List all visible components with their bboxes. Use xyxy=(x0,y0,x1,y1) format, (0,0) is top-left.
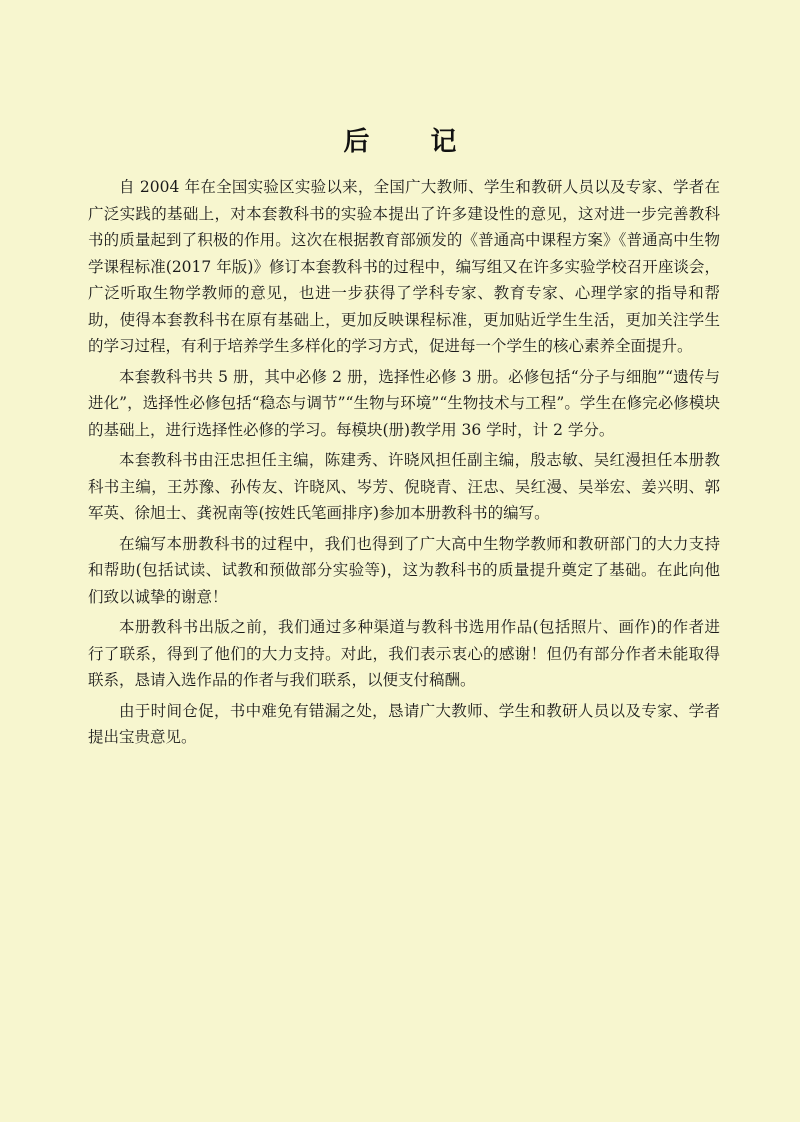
paragraph-3: 本套教科书由汪忠担任主编，陈建秀、许晓风担任副主编，殷志敏、吴红漫担任本册教科书主编，王苏豫、孙传友、许晓风、岑芳、倪晓青、汪忠、吴红漫、吴举宏、姜兴明、郭军英、徐旭士、龚祝南等(按姓氏笔画排序)参加本册教科书的编写。 xyxy=(88,451,720,522)
paragraph-1: 自 2004 年在全国实验区实验以来，全国广大教师、学生和教研人员以及专家、学者在广泛实践的基础上，对本套教科书的实验本提出了许多建设性的意见，这对进一步完善教科书的质量起到了积极的作用。这次在根据教育部颁发的《普通高中课程方案》《普通高中生物学课程标准(2017 年版)》修订本套教科书的过程中，编写组又在许多实验学校召开座谈会，广泛听取生物学教师的意见，也进一步获得了学科专家、教育专家、心理学家的指导和帮助，使得本套教科书在原有基础上，更加反映课程标准，更加贴近学生生活，更加关注学生的学习过程，有利于培养学生多样化的学习方式，促进每一个学生的核心素养全面提升。 xyxy=(88,178,720,355)
paragraph-5: 本册教科书出版之前，我们通过多种渠道与教科书选用作品(包括照片、画作)的作者进行了联系，得到了他们的大力支持。对此，我们表示衷心的感谢！但仍有部分作者未能取得联系，恳请入选作品的作者与我们联系，以便支付稿酬。 xyxy=(88,618,720,689)
paragraph-6: 由于时间仓促，书中难免有错漏之处，恳请广大教师、学生和教研人员以及专家、学者提出宝贵意见。 xyxy=(88,701,720,746)
paragraph-2: 本套教科书共 5 册，其中必修 2 册，选择性必修 3 册。必修包括“分子与细胞”“遗传与进化”，选择性必修包括“稳态与调节”“生物与环境”“生物技术与工程”。学生在修完必修模块的基础上，进行选择性必修的学习。每模块(册)教学用 36 学时，计 2 学分。 xyxy=(88,367,720,439)
paragraph-4: 在编写本册教科书的过程中，我们也得到了广大高中生物学教师和教研部门的大力支持和帮助(包括试读、试教和预做部分实验等)，这为教科书的质量提升奠定了基础。在此向他们致以诚挚的谢意！ xyxy=(88,534,720,606)
page-title: 后 记 xyxy=(343,127,483,157)
afterword-body xyxy=(88,174,720,755)
